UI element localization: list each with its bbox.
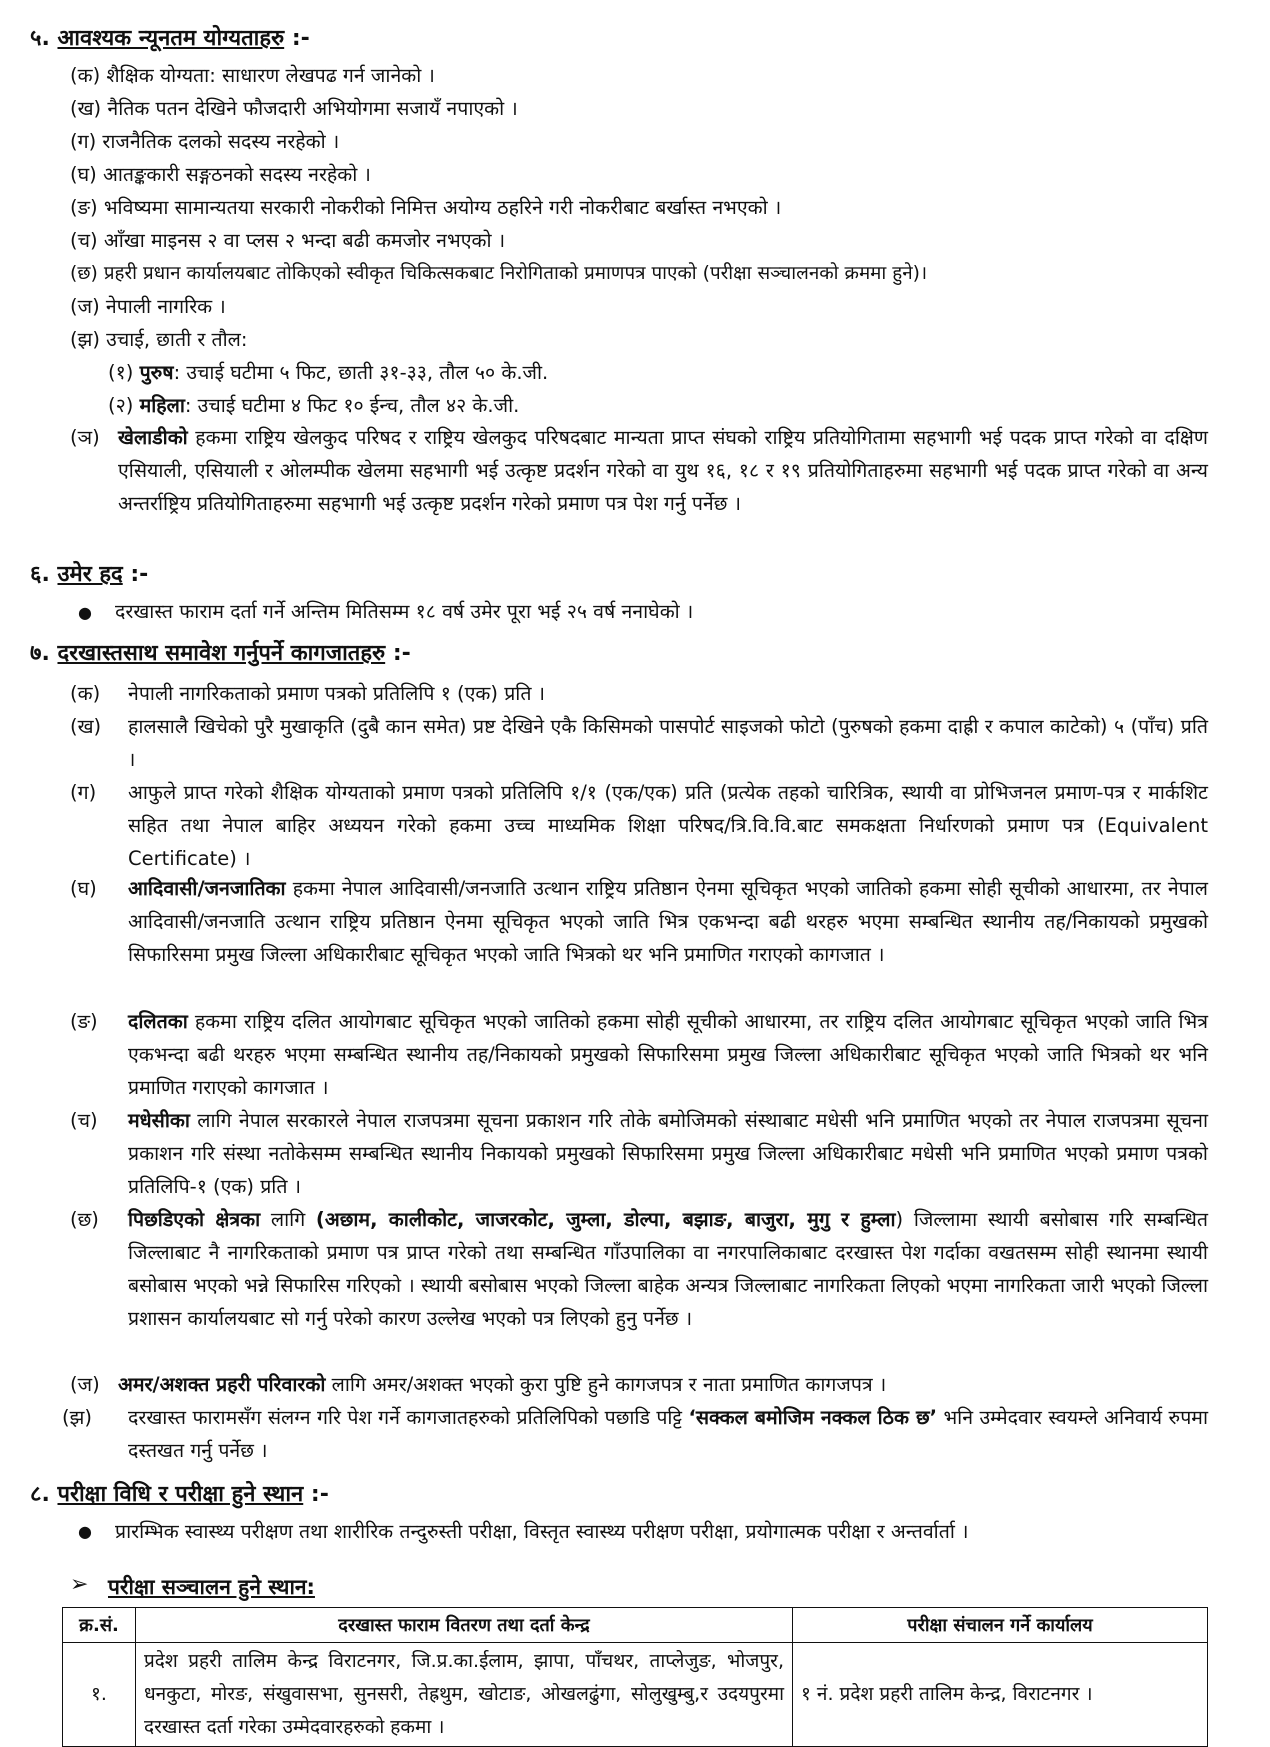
table-row (63, 1643, 1208, 1747)
list-item (70, 872, 1210, 1004)
item-marker: (छ) (70, 1208, 99, 1231)
item-marker: (ज) (70, 1373, 100, 1396)
section-title: आवश्यक न्यूनतम योग्यताहरु (57, 26, 285, 51)
item-body: लागि अमर/अशक्त भएको कुरा पुष्टि हुने कागजपत्र र नाता प्रमाणित कागजपत्र । (325, 1373, 887, 1396)
item-bold: पिछडिएको क्षेत्रका (128, 1208, 261, 1231)
list-item (70, 194, 781, 222)
section-suffix: :- (122, 562, 149, 587)
item-text: आफुले प्राप्त गरेको शैक्षिक योग्यताको प्रमाण पत्रको प्रतिलिपि १/१ (एक/एक) प्रति (प्रत्येक तहको चारित्रिक, स्थायी वा प्रोभिजनल प्रमाण-पत्र र मार्कशिट सहित तथा नेपाल बाहिर अध्ययन गरेको हकमा उच्च माध्यमिक शिक्षा परिषद/त्रि.वि.वि.बाट समकक्षता निर्धारणको प्रमाण पत्र (Equivalent Certificate) । (128, 781, 1208, 870)
section-title: दरखास्तसाथ समावेश गर्नुपर्ने कागजातहरु (57, 641, 386, 666)
section-suffix: :- (284, 26, 310, 51)
item-bold: ‘सक्कल बमोजिम नक्कल ठिक छ’ (688, 1406, 938, 1429)
item-text: उचाई, छाती र तौल: (106, 328, 248, 351)
item-text (118, 421, 1208, 520)
sub-label: पुरुष (139, 361, 174, 384)
item-body: भनि उम्मेदवार स्वयम्ले अनिवार्य रुपमा दस्तखत गर्नु पर्नेछ । (128, 1406, 1208, 1462)
item-text (128, 1104, 1208, 1203)
item-body: लागि नेपाल सरकारले नेपाल राजपत्रमा सूचना प्रकाशन गरि तोके बमोजिमको संस्थाबाट मधेसी भनि प्रमाणित भएको तर नेपाल राजपत्रमा सूचना प्रकाशन गरि संस्था नतोकेसम्म सम्बन्धित स्थानीय निकायको प्रमुखको सिफारिसमा प्रमुख जिल्ला अधिकारीबाट मधेसी भनि प्रमाणित भएको प्रमाण पत्रको प्रतिलिपि-१ (एक) प्रति । (128, 1109, 1208, 1198)
list-item-sports (70, 421, 1210, 553)
bullet-icon: ● (78, 1522, 92, 1541)
list-item (70, 227, 505, 255)
header-office: परीक्षा संचालन गर्ने कार्यालय (793, 1608, 1208, 1643)
item-text: नेपाली नागरिक । (105, 295, 226, 318)
item-marker: (छ) (70, 263, 98, 284)
list-item (70, 62, 435, 90)
section-number: ७. (30, 641, 50, 666)
item-text: आँखा माइनस २ वा प्लस २ भन्दा बढी कमजोर नभएको । (103, 229, 506, 252)
item-marker: (ख) (70, 715, 102, 738)
section-suffix: :- (385, 641, 411, 666)
item-marker: (ग) (70, 130, 97, 153)
section-suffix: :- (303, 1482, 329, 1507)
sub-item-male (108, 359, 548, 387)
section-8-heading (30, 1478, 329, 1508)
sub-marker: (१) (108, 361, 134, 384)
list-item (70, 293, 226, 321)
item-marker: (च) (70, 229, 98, 252)
list-item (70, 677, 1210, 710)
item-bold: दलितका (128, 1010, 188, 1033)
list-item (70, 710, 1210, 776)
sub-item-female (108, 392, 519, 420)
list-item (70, 1104, 1210, 1203)
section-title: परीक्षा विधि र परीक्षा हुने स्थान (57, 1482, 304, 1507)
item-body: हकमा राष्ट्रिय दलित आयोगबाट सूचिकृत भएको जातिको हकमा सोही सूचीको आधारमा, तर राष्ट्रिय दलित आयोगबाट सूचिकृत भएको जाति भित्र एकभन्दा बढी थरहरु भएमा सम्बन्धित स्थानीय तह/निकायको प्रमुखको सिफारिसमा प्रमुख जिल्ला अधिकारीबाट सूचिकृत भएको जाति भित्रको थर भनि प्रमाणित गराएको कागजात । (128, 1010, 1208, 1099)
sub-label: महिला (139, 394, 185, 417)
item-body: दरखास्त फारामसँग संलग्न गरि पेश गर्ने कागजातहरुको प्रतिलिपिको पछाडि पट्टि (128, 1406, 689, 1429)
list-item (70, 260, 927, 288)
item-text: शैक्षिक योग्यता: साधारण लेखपढ गर्न जानेको । (106, 64, 435, 87)
item-marker: (ङ) (70, 196, 98, 219)
item-marker: (ख) (70, 97, 102, 120)
sub-text: : उचाई घटीमा ४ फिट १० ईन्च, तौल ४२ के.जी. (184, 394, 520, 417)
section-6-heading (30, 558, 148, 588)
item-marker: (क) (70, 64, 101, 87)
item-text (128, 872, 1208, 971)
item-marker: (च) (70, 1109, 98, 1132)
item-body: हकमा नेपाल आदिवासी/जनजाति उत्थान राष्ट्रिय प्रतिष्ठान ऐनमा सूचिकृत भएको जातिको हकमा सोही सूचीको आधारमा, तर नेपाल आदिवासी/जनजाति उत्थान राष्ट्रिय प्रतिष्ठान ऐनमा सूचिकृत भएको जाति भित्र एकभन्दा बढी थरहरु भएमा सम्बन्धित स्थानीय तह/निकायको प्रमुखको सिफारिसमा प्रमुख जिल्ला अधिकारीबाट सूचिकृत भएको जाति भित्रको थर भनि प्रमाणित गराएको कागजात । (128, 877, 1208, 966)
item-body: लागि (260, 1208, 316, 1231)
item-marker: (ज) (70, 295, 100, 318)
item-body: हकमा राष्ट्रिय खेलकुद परिषद र राष्ट्रिय खेलकुद परिषदबाट मान्यता प्राप्त संघको राष्ट्रिय प्रतियोगितामा सहभागी भई पदक प्राप्त गरेको वा दक्षिण एसियाली, एसियाली र ओलम्पीक खेलमा सहभागी भई उत्कृष्ट प्रदर्शन गरेको वा युथ १६, १८ र १९ प्रतियोगिताहरुमा सहभागी भई पदक प्राप्त गरेको वा अन्य अन्तर्राष्ट्रिय प्रतियोगिताहरुमा सहभागी भई उत्कृष्ट प्रदर्शन गरेको प्रमाण पत्र पेश गर्नु पर्नेछ । (118, 426, 1208, 515)
subheading (108, 1573, 315, 1601)
cell-sn: १. (63, 1643, 136, 1747)
section-7-heading (30, 637, 411, 667)
bullet-body: प्रारम्भिक स्वास्थ्य परीक्षण तथा शारीरिक तन्दुरुस्ती परीक्षा, विस्तृत स्वास्थ्य परीक्षण परीक्षा, प्रयोगात्मक परीक्षा र अन्तर्वार्ता । (115, 1520, 969, 1543)
item-text: नेपाली नागरिकताको प्रमाण पत्रको प्रतिलिपि १ (एक) प्रति । (128, 682, 546, 705)
item-marker: (झ) (62, 1406, 92, 1429)
list-item (70, 326, 247, 354)
section-title: उमेर हद (57, 562, 123, 587)
section-number: ८. (30, 1482, 50, 1507)
sub-marker: (२) (108, 394, 134, 417)
list-item (70, 1203, 1210, 1368)
item-marker: (ग) (70, 781, 97, 804)
item-bold-districts: (अछाम, कालीकोट, जाजरकोट, जुम्ला, डोल्पा, बझाङ, बाजुरा, मुगु र हुम्ला (315, 1208, 896, 1231)
list-item (70, 161, 371, 189)
subheading-text: परीक्षा सञ्चालन हुने स्थान: (108, 1575, 315, 1599)
item-bold: अमर/अशक्त प्रहरी परिवारको (118, 1373, 326, 1396)
item-bold: आदिवासी/जनजातिका (128, 877, 286, 900)
item-text: राजनैतिक दलको सदस्य नरहेको । (102, 130, 340, 153)
header-center: दरखास्त फाराम वितरण तथा दर्ता केन्द्र (136, 1608, 793, 1643)
item-text: भविष्यमा सामान्यतया सरकारी नोकरीको निमित्त अयोग्य ठहरिने गरी नोकरीबाट बर्खास्त नभएको । (103, 196, 782, 219)
item-marker: (क) (70, 682, 101, 705)
item-text: प्रहरी प्रधान कार्यालयबाट तोकिएको स्वीकृत चिकित्सकबाट निरोगिताको प्रमाणपत्र पाएको (परीक्षा सञ्चालनको क्रममा हुने)। (103, 263, 928, 284)
item-text: आतङ्ककारी सङ्गठनको सदस्य नरहेको । (102, 163, 371, 186)
section-number: ६. (30, 562, 50, 587)
item-marker: (घ) (70, 163, 97, 186)
list-item (62, 1401, 1210, 1467)
bullet-text: दरखास्त फाराम दर्ता गर्ने अन्तिम मितिसम्म १८ वर्ष उमेर पूरा भई २५ वर्ष ननाघेको । (115, 600, 694, 623)
cell-center: प्रदेश प्रहरी तालिम केन्द्र विराटनगर, जि.प्र.का.ईलाम, झापा, पाँचथर, ताप्लेजुङ, भोजपुर, धनकुटा, मोरङ, संखुवासभा, सुनसरी, तेह्रथुम, खोटाङ, ओखलढुंगा, सोलुखुम्बु,र उदयपुरमा दरखास्त दर्ता गरेका उम्मेदवारहरुको हकमा । (136, 1643, 793, 1747)
item-text: नैतिक पतन देखिने फौजदारी अभियोगमा सजायँ नपाएको । (107, 97, 518, 120)
item-marker: (घ) (70, 877, 97, 900)
list-item (70, 1368, 1210, 1401)
bullet-text (115, 1515, 1207, 1581)
arrow-bullet-icon: ➢ (70, 1572, 89, 1597)
item-marker: (ङ) (70, 1010, 98, 1033)
item-bold: खेलाडीको (118, 426, 188, 449)
section-5-heading (30, 22, 310, 52)
list-item (70, 1005, 1210, 1104)
item-text: हालसालै खिचेको पुरै मुखाकृति (दुबै कान समेत) प्रष्ट देखिने एकै किसिमको पासपोर्ट साइजको फोटो (पुरुषको हकमा दाह्री र कपाल काटेको) ५ (पाँच) प्रति । (128, 715, 1208, 771)
item-text (128, 1005, 1208, 1104)
exam-centers-table (62, 1607, 1208, 1747)
list-item (70, 128, 339, 156)
item-marker: (ञ) (70, 426, 100, 449)
item-marker: (झ) (70, 328, 100, 351)
header-sn: क्र.सं. (63, 1608, 136, 1643)
cell-office: १ नं. प्रदेश प्रहरी तालिम केन्द्र, विराटनगर । (793, 1643, 1208, 1747)
table-header-row (63, 1608, 1208, 1643)
item-text (118, 1368, 1208, 1401)
item-text (128, 1203, 1208, 1335)
list-item (70, 95, 518, 123)
item-body: ) जिल्लामा स्थायी बसोबास गरि सम्बन्धित जिल्लाबाट नै नागरिकताको प्रमाण पत्र प्राप्त गरेको तथा सम्बन्धित गाँउपालिका वा नगरपालिकाबाट दरखास्त पेश गर्दाका वखतसम्म सोही स्थानमा स्थायी बसोबास भएको भन्ने सिफारिस गरिएको । स्थायी बसोबास भएको जिल्ला बाहेक अन्यत्र जिल्लाबाट नागरिकता लिएको भएमा नागरिकता जारी भएको जिल्ला प्रशासन कार्यालयबाट सो गर्नु परेको कारण उल्लेख भएको पत्र लिएको हुनु पर्नेछ । (128, 1208, 1209, 1330)
bullet-icon: ● (78, 603, 92, 622)
section-number: ५. (30, 26, 50, 51)
sub-text: : उचाई घटीमा ५ फिट, छाती ३१-३३, तौल ५० के.जी. (173, 361, 549, 384)
item-text (128, 1401, 1208, 1467)
item-bold: मधेसीका (128, 1109, 190, 1132)
